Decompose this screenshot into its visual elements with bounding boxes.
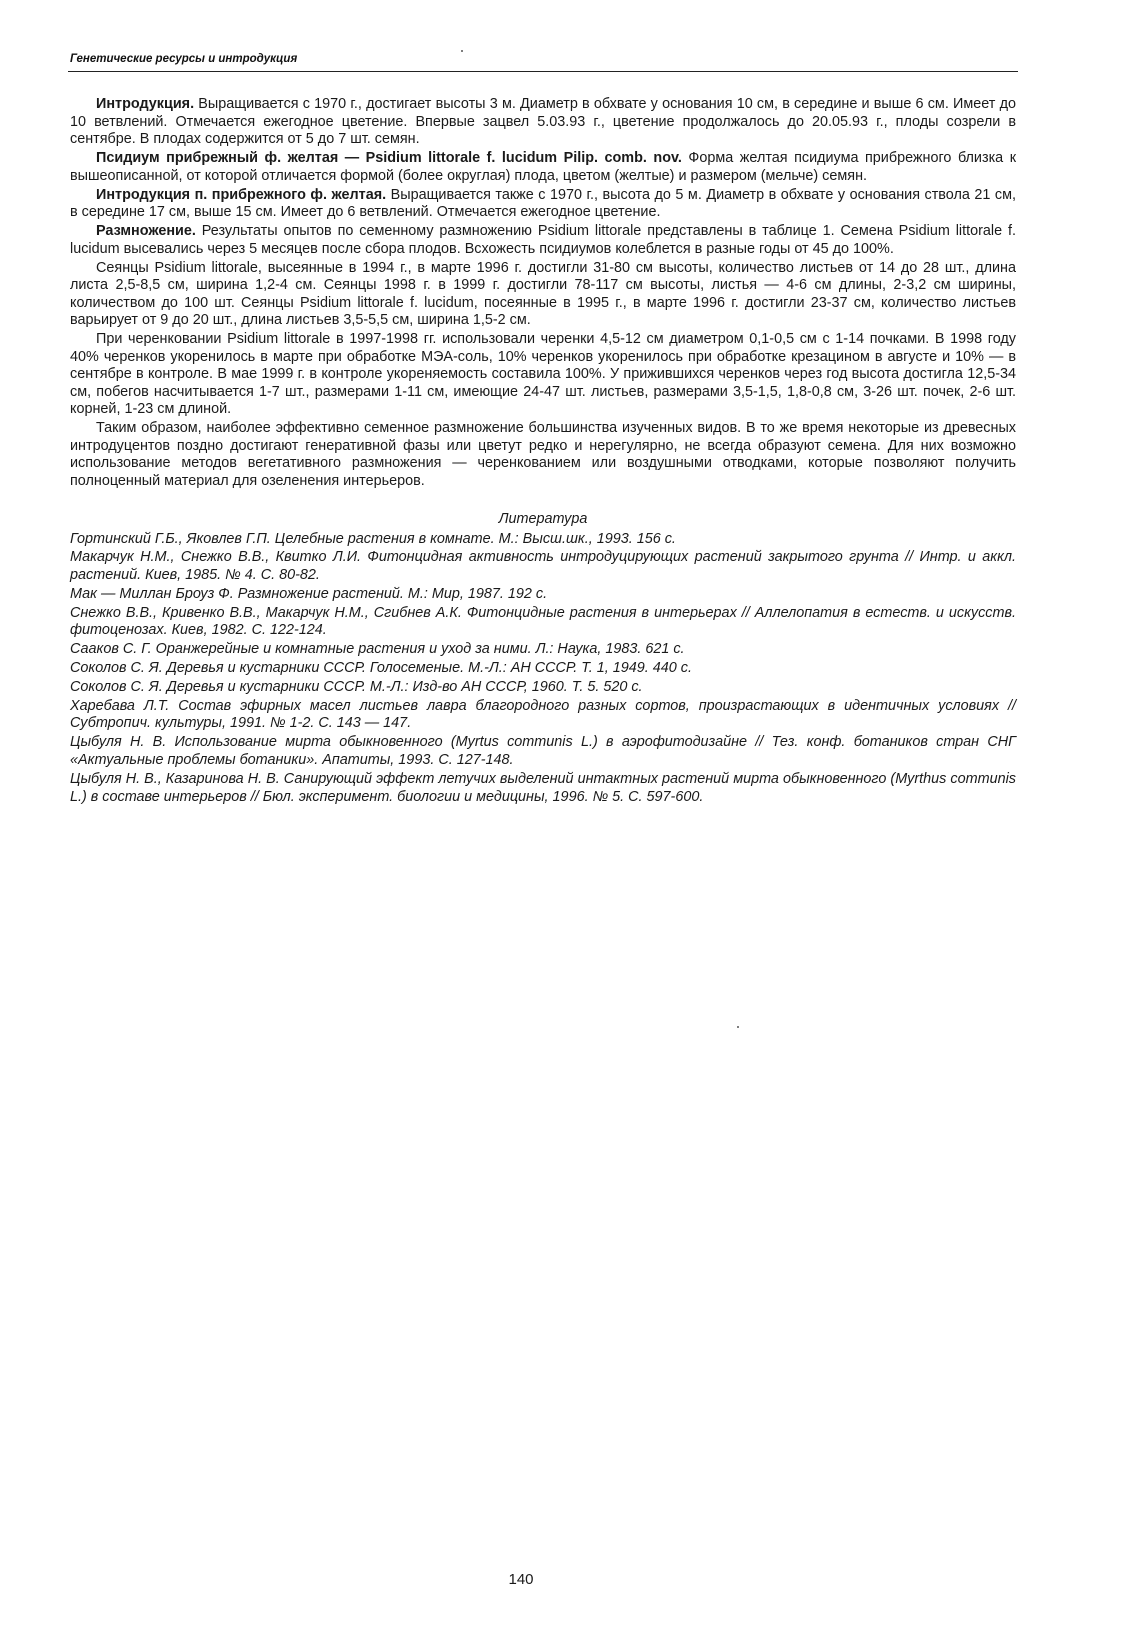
reference-item: Мак — Миллан Броуз Ф. Размножение растений. М.: Мир, 1987. 192 с.	[70, 585, 548, 602]
reference-item: Гортинский Г.Б., Яковлев Г.П. Целебные растения в комнате. М.: Высш.шк., 1993. 156 с.	[70, 530, 676, 547]
page-number: 140	[508, 1571, 534, 1588]
reference-item: Макарчук Н.М., Снежко В.В., Квитко Л.И. Фитонцидная активность интродуцирующих растений закрытого грунта // Интр. и аккл. растений. Киев, 1985. № 4. С. 80-82.	[70, 549, 1016, 584]
paragraph-text: Выращивается также с 1970 г., высота до 5 м. Диаметр в обхвате у основания ствола 21 см, в середине 17 см, выше 15 см. Имеет до 6 ветвлений. Отмечается ежегодное цветение.	[70, 186, 1016, 220]
paragraph-text: При черенковании Psidium littorale в 1997-1998 гг. использовали черенки 4,5-12 см диаметром 0,1-0,5 см с 1-14 почками. В 1998 году 40% черенков укоренилось в марте при обработке МЭА-соль, 10% черенков укоренилось при обработке крезацином в августе и 10% — в сентябре в контроле. В мае 1999 г. в контроле укореняемость составила 100%. У прижившихся черенков через год высота достигла 12,5-34 см, побегов насчитывается 1-7 шт., размерами 1-11 см, имеющие 24-47 шт. листьев, размерами 3,5-1,5, 1,8-0,8 см, 3-26 шт. почек, 2-6 шт. корней, 1-23 см длиной.	[70, 331, 1016, 417]
paragraph-lead: Интродукция.	[96, 96, 195, 112]
reference-item: Соколов С. Я. Деревья и кустарники СССР. Голосеменые. М.-Л.: АН СССР. Т. 1, 1949. 440 с.	[70, 660, 692, 677]
reference-item: Соколов С. Я. Деревья и кустарники СССР. М.-Л.: Изд-во АН СССР, 1960. Т. 5. 520 с.	[70, 678, 643, 695]
scan-speck	[737, 1026, 739, 1028]
paragraph-lead: Интродукция п. прибрежного ф. желтая.	[96, 186, 387, 203]
reference-item: Цыбуля Н. В. Использование мирта обыкновенного (Myrtus communis L.) в аэрофитодизайне // Тез. конф. ботаников стран СНГ «Актуальные проблемы ботаники». Апатиты, 1993. С. 127-148.	[70, 734, 1016, 769]
paragraph-lead: Псидиум прибрежный ф. желтая — Psidium littorale f. lucidum Pilip. comb. nov.	[96, 150, 682, 166]
paragraph-introduction-1	[70, 96, 1016, 149]
reference-item: Сааков С. Г. Оранжерейные и комнатные растения и уход за ними. Л.: Наука, 1983. 621 с.	[70, 641, 685, 658]
literature-heading: Литература	[498, 511, 588, 527]
paragraph-species-form	[70, 150, 1016, 185]
paragraph-text: Сеянцы Psidium littorale, высеянные в 1994 г., в марте 1996 г. достигли 31-80 см высоты, количество листьев от 14 до 28 шт., длина листа 2,5-8,5 см, ширина 1,2-4 см. Сеянцы 1998 г. в 1999 г. достигли 78-117 см высоты, листья — 4-6 см длины, 2-3,2 см ширины, количеством до 100 шт. Сеянцы Psidium littorale f. lucidum, посеянные в 1995 г., в марте 1996 г. достигли 23-37 см, количество листьев варьирует от 9 до 20 шт., длина листьев 3,5-5,5 см, ширина 1,5-2 см.	[70, 259, 1016, 328]
reference-item: Цыбуля Н. В., Казаринова Н. В. Санирующий эффект летучих выделений интактных растений мирта обыкновенного (Myrthus communis L.) в составе интерьеров // Бюл. эксперимент. биологии и медицины, 1996. № 5. С. 597-600.	[70, 770, 1016, 805]
paragraph-introduction-2	[70, 187, 1016, 222]
reference-item: Снежко В.В., Кривенко В.В., Макарчук Н.М., Сгибнев А.К. Фитонцидные растения в интерьерах // Аллелопатия в естеств. и искусств. фитоценозах. Киев, 1982. С. 122-124.	[70, 604, 1016, 639]
paragraph-text: Результаты опытов по семенному размножению Psidium littorale представлены в таблице 1. Семена Psidium littorale f. lucidum высевались через 5 месяцев после сбора плодов. Всхожесть псидиумов колеблется в разные годы от 45 до 100%.	[70, 223, 1016, 257]
scan-speck	[461, 50, 463, 52]
paragraph-cuttings	[70, 331, 1016, 419]
reference-list	[70, 531, 1016, 807]
main-column	[70, 96, 1016, 807]
paragraph-propagation	[70, 223, 1016, 258]
paragraph-seedlings	[70, 260, 1016, 330]
paragraph-conclusion	[70, 420, 1016, 490]
header-rule	[68, 71, 1018, 72]
paragraph-text: Таким образом, наиболее эффективно семенное размножение большинства изученных видов. В то же время некоторые из древесных интродуцентов поздно достигают генеративной фазы или цветут редко и нерегулярно, не всегда образуют семена. Для них возможно использование методов вегетативного размножения — черенкованием или воздушными отводками, которые позволяют получить полноценный материал для озеленения интерьеров.	[70, 420, 1016, 489]
paragraph-text: Выращивается с 1970 г., достигает высоты 3 м. Диаметр в обхвате у основания 10 см, в середине и выше 6 см. Имеет до 10 ветвлений. Отмечается ежегодное цветение. Впервые зацвел 5.03.93 г., цветение продолжалось до 20.05.93 г., плоды созрели в сентябре. В плодах содержится от 5 до 7 шт. семян.	[70, 96, 1016, 147]
reference-item: Харебава Л.Т. Состав эфирных масел листьев лавра благородного разных сортов, произрастающих в идентичных условиях // Субтропич. культуры, 1991. № 1-2. С. 143 — 147.	[70, 697, 1016, 732]
paragraph-text: Форма желтая псидиума прибрежного близка к вышеописанной, от которой отличается формой (более округлая) плода, цветом (желтые) и размером (мельче) семян.	[70, 150, 1016, 184]
paragraph-lead: Размножение.	[96, 223, 196, 239]
running-head: Генетические ресурсы и интродукция	[70, 53, 298, 65]
